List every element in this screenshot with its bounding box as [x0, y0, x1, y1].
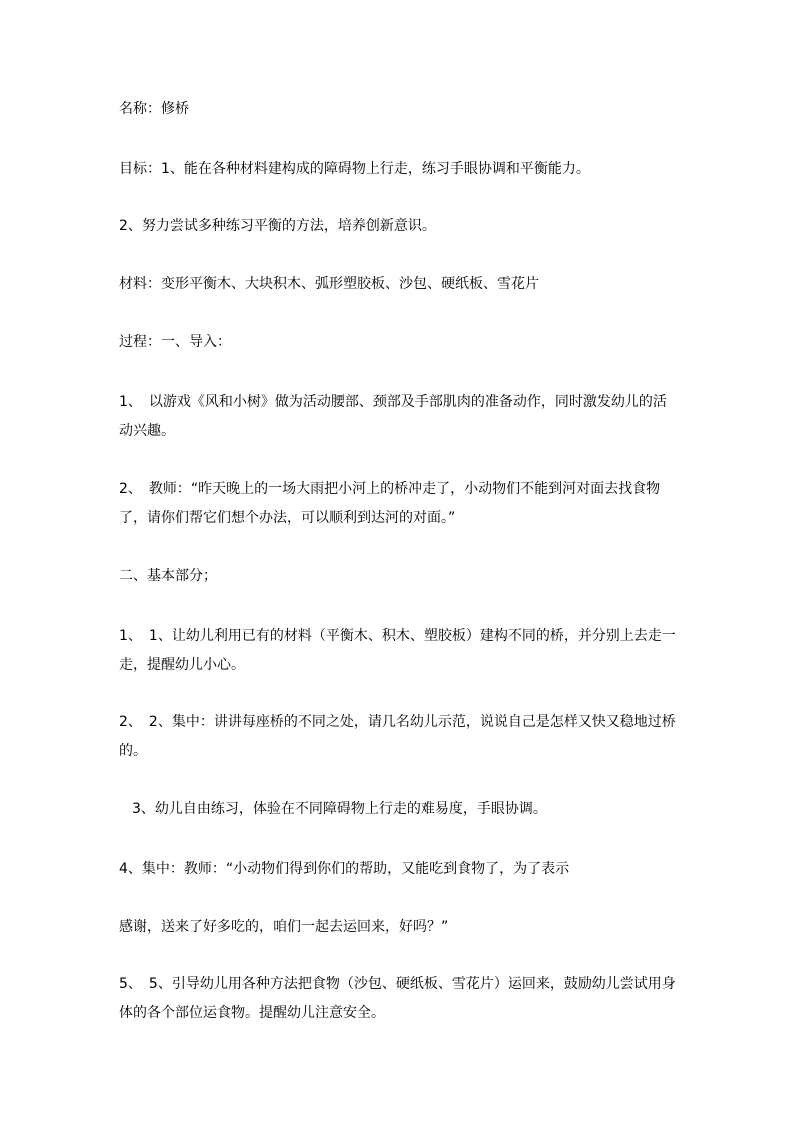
basic-step-2: 2、 2、集中：讲讲每座桥的不同之处，请几名幼儿示范，说说自己是怎样又快又稳地过桥的。	[119, 714, 676, 759]
basic-step-1: 1、 1、让幼儿利用已有的材料（平衡木、积木、塑胶板）建构不同的桥，并分别上去走一走，提醒幼儿小心。	[119, 628, 676, 673]
basic-step-5: 5、 5、引导幼儿用各种方法把食物（沙包、硬纸板、雪花片）运回来，鼓励幼儿尝试用身体的各个部位运食物。提醒幼儿注意安全。	[119, 976, 676, 1021]
process-intro-heading: 过程：一、导入：	[119, 334, 231, 350]
basic-step-3: 3、幼儿自由练习，体验在不同障碍物上行走的难易度，手眼协调。	[132, 801, 547, 817]
activity-name: 名称：修桥	[119, 101, 189, 117]
goal-2: 2、努力尝试多种练习平衡的方法，培养创新意识。	[119, 218, 436, 234]
goal-1: 目标：1、能在各种材料建构成的障碍物上行走，练习手眼协调和平衡能力。	[119, 161, 590, 177]
basic-step-4: 4、集中：教师：“小动物们得到你们的帮助，又能吃到食物了，为了表示	[119, 861, 570, 877]
basic-part-heading: 二、基本部分；	[119, 568, 217, 584]
intro-step-2: 2、 教师：“昨天晚上的一场大雨把小河上的桥冲走了，小动物们不能到河对面去找食物了，请你们帮它们想个办法，可以顺利到达河的对面。”	[119, 481, 661, 526]
materials: 材料：变形平衡木、大块积木、弧形塑胶板、沙包、硬纸板、雪花片	[119, 276, 539, 292]
intro-step-1: 1、 以游戏《风和小树》做为活动腰部、颈部及手部肌肉的准备动作，同时激发幼儿的活动兴趣。	[119, 394, 667, 439]
basic-step-4-continued: 感谢，送来了好多吃的，咱们一起去运回来，好吗？”	[119, 919, 449, 935]
